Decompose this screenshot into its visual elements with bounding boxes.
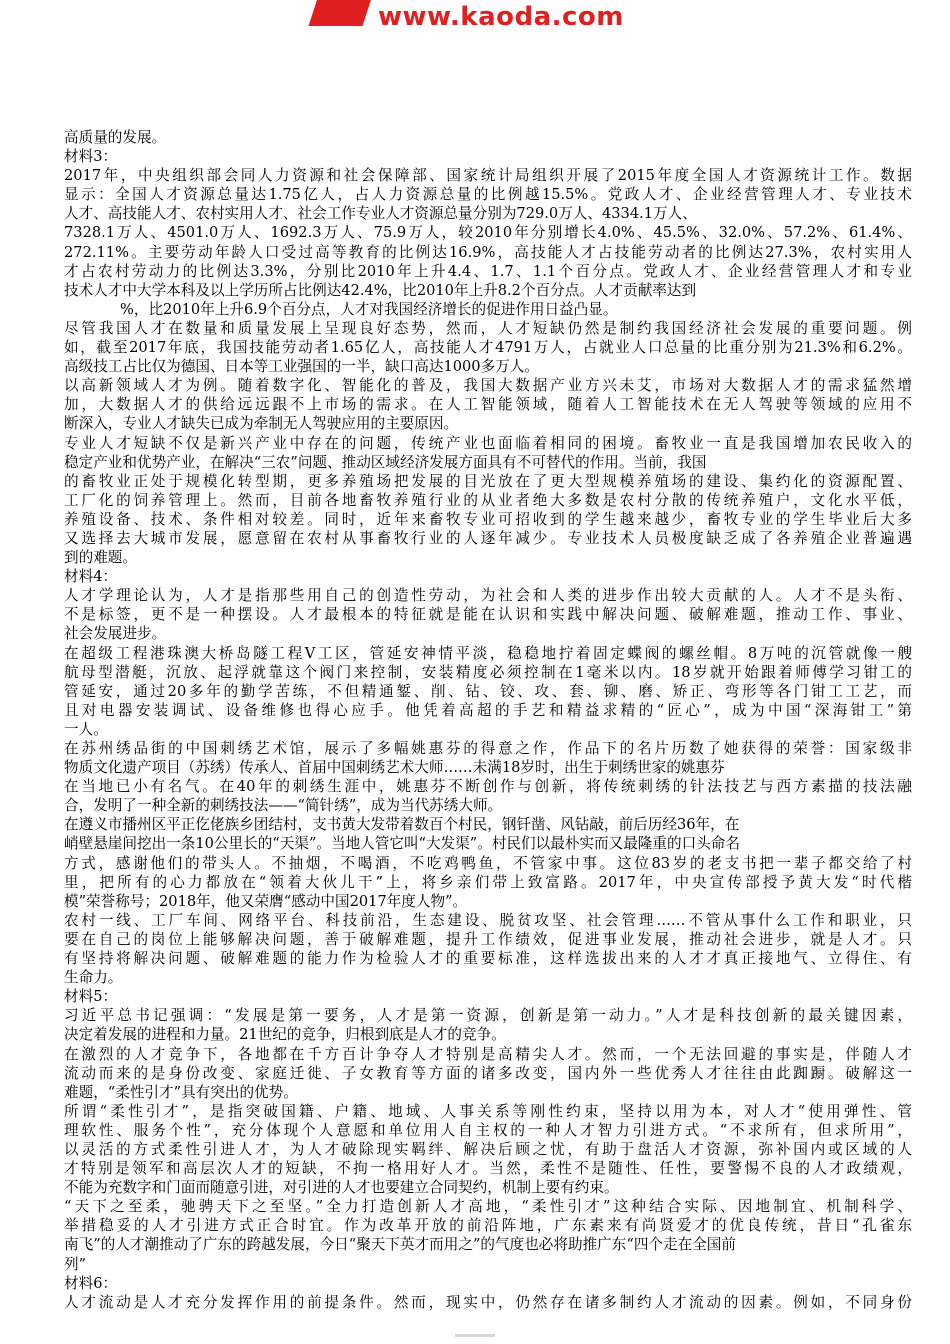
text-line: 不能为充数字和门面而随意引进，对引进的人才也要建立合同契约，机制上要有约束。 bbox=[64, 1179, 619, 1197]
text-line: 习近平总书记强调：“发展是第一要务，人才是第一资源，创新是第一动力。”人才是科技创新的最关键因素， bbox=[64, 1007, 912, 1025]
text-line: 才占农村劳动力的比例达3.3%，分别比2010年上升4.4、1.7、1.1个百分点。党政人才、企业经营管理人才和专业 bbox=[64, 262, 912, 280]
text-line: “天下之至柔，驰骋天下之至坚。”全力打造创新人才高地，“柔性引才”这种结合实际、因地制宜、机制科学、 bbox=[64, 1198, 912, 1216]
document-body bbox=[64, 128, 912, 1312]
text-line: 里，把所有的心力都放在“领着大伙儿干”上，将乡亲们带上致富路。2017年，中央宣传部授予黄大发“时代楷 bbox=[64, 873, 912, 891]
text-line: 2017年，中央组织部会同人力资源和社会保障部、国家统计局组织开展了2015年度全国人才资源统计工作。数据 bbox=[64, 167, 912, 185]
text-line: 才特别是领军和高层次人才的短缺，不拘一格用好人才。当然，柔性不是随性、任性，要警惕不良的人才政绩观， bbox=[64, 1160, 912, 1178]
page-header bbox=[0, 0, 950, 40]
text-line: 人才流动是人才充分发挥作用的前提条件。然而，现实中，仍然存在诸多制约人才流动的因素。例如，不同身份 bbox=[64, 1293, 912, 1311]
text-line: 高级技工占比仅为德国、日本等工业强国的一半，缺口高达1000多万人。 bbox=[64, 358, 539, 376]
text-line: 在苏州绣品街的中国刺绣艺术馆，展示了多幅姚惠芬的得意之作，作品下的名片历数了她获得的荣誉：国家级非 bbox=[64, 740, 912, 757]
text-line: 管延安，通过20多年的勤学苦练，不但精通錾、削、钻、铰、攻、套、铆、磨、矫正、弯形等各门钳工工艺，而 bbox=[64, 682, 912, 700]
text-line: 技术人才中大学本科及以上学历所占比例达42.4%，比2010年上升8.2个百分点。人才贡献率达到 bbox=[64, 281, 697, 299]
text-line: 272.11%。主要劳动年龄人口受过高等教育的比例达16.9%，高技能人才占技能劳动者的比例达27.3%，农村实用人 bbox=[64, 243, 912, 261]
kaoda-logo-icon bbox=[309, 0, 376, 26]
text-line: 难题，“柔性引才”具有突出的优势。 bbox=[64, 1083, 298, 1101]
text-line: 不是标签，更不是一种摆设。人才最根本的特征就是能在认识和实践中解决问题、破解难题，推动工作、事业、 bbox=[64, 606, 912, 624]
text-line: 一人。 bbox=[64, 720, 108, 738]
text-line: 材料3： bbox=[64, 148, 118, 166]
text-line: 模”荣誉称号；2018年，他又荣膺“感动中国2017年度人物”。 bbox=[64, 892, 468, 910]
text-line: 举措稳妥的人才引进方式正合时宜。作为改革开放的前沿阵地，广东素来有尚贤爱才的优良传统，昔日“孔雀东 bbox=[64, 1217, 912, 1235]
text-line: 以灵活的方式柔性引进人才，为人才破除现实羁绊、解决后顾之忧，有助于盘活人才资源，弥补国内或区域的人 bbox=[64, 1140, 912, 1158]
text-line: 在当地已小有名气。在40年的刺绣生涯中，姚惠芬不断创作与创新，将传统刺绣的针法技艺与西方素描的技法融 bbox=[64, 778, 912, 796]
text-line: 以高新领域人才为例。随着数字化、智能化的普及，我国大数据产业方兴未艾，市场对大数据人才的需求猛然增 bbox=[64, 377, 912, 395]
text-line: 所谓“柔性引才”，是指突破国籍、户籍、地域、人事关系等刚性约束，坚持以用为本，对人才“使用弹性、管 bbox=[64, 1102, 912, 1120]
text-line: 加，大数据人才的供给远远跟不上市场的需求。在人工智能领域，随着人工智能技术在无人驾驶等领域的应用不 bbox=[64, 396, 912, 414]
text-line: 专业人才短缺不仅是新兴产业中存在的问题，传统产业也面临着相同的困境。畜牧业一直是我国增加农民收入的 bbox=[64, 434, 912, 452]
text-line: 社会发展进步。 bbox=[64, 625, 167, 643]
text-line: 有坚持将解决问题、破解难题的能力作为检验人才的重要标准，这样选拔出来的人才才真正接地气、立得住、有 bbox=[64, 950, 912, 968]
text-line: 农村一线、工厂车间、网络平台、科技前沿，生态建设、脱贫攻坚、社会管理……不管从事什么工作和职业，只 bbox=[64, 911, 912, 929]
text-line: 航母型潜艇，沉放、起浮就靠这个阀门来控制，安装精度必须控制在1毫米以内。18岁就开始跟着师傅学习钳工的 bbox=[64, 663, 912, 681]
text-line: 材料4： bbox=[64, 568, 118, 586]
text-line: 且对电器安装调试、设备维修也得心应手。他凭着高超的手艺和精益求精的“匠心”，成为中国“深海钳工”第 bbox=[64, 701, 912, 719]
text-line: 合，发明了一种全新的刺绣技法——“简针绣”，成为当代苏绣大师。 bbox=[64, 797, 503, 815]
text-line: 在超级工程港珠澳大桥岛隧工程V工区，管延安神情平淡，稳稳地拧着固定蝶阀的螺丝帽。8万吨的沉管就像一艘 bbox=[64, 644, 912, 662]
text-line: 在遵义市播州区平正仡佬族乡团结村，支书黄大发带着数百个村民，钢钎凿、风钻敲，前后历经36年，在 bbox=[64, 816, 740, 834]
text-line: 人才学理论认为，人才是指那些用自己的创造性劳动，为社会和人类的进步作出较大贡献的人。人才不是头衔、 bbox=[64, 587, 912, 605]
text-line: 生命力。 bbox=[64, 969, 123, 987]
text-line: 在激烈的人才竞争下，各地都在千方百计争夺人才特别是高精尖人才。然而，一个无法回避的事实是，伴随人才 bbox=[64, 1045, 912, 1063]
text-line: 物质文化遗产项目（苏绣）传承人、首届中国刺绣艺术大师……未满18岁时，出生于刺绣世家的姚惠芬 bbox=[64, 759, 725, 777]
text-line: 材料5： bbox=[64, 988, 118, 1006]
text-line: 尽管我国人才在数量和质量发展上呈现良好态势，然而，人才短缺仍然是制约我国经济社会发展的重要问题。例 bbox=[64, 319, 912, 337]
text-line: 南飞”的人才潮推动了广东的跨越发展，今日“聚天下英才而用之”的气度也必将助推广东“四个走在全国前 bbox=[64, 1236, 736, 1254]
text-line: 断深入，专业人才缺失已成为牵制无人驾驶应用的主要原因。 bbox=[64, 415, 459, 433]
text-line: 工厂化的饲养管理上。然而，目前各地畜牧养殖行业的从业者绝大多数是农村分散的传统养殖户，文化水平低， bbox=[64, 491, 912, 509]
text-line: 到的难题。 bbox=[64, 549, 137, 567]
text-line: %，比2010年上升6.9个百分点，人才对我国经济增长的促进作用日益凸显。 bbox=[120, 300, 618, 318]
text-line: 理软性、服务个性”，充分体现个人意愿和单位用人自主权的一种人才智力引进方式。“不求所有，但求所用”， bbox=[64, 1121, 912, 1139]
text-line: 显示：全国人才资源总量达1.75亿人，占人力资源总量的比例越15.5%。党政人才、企业经营管理人才、专业技术 bbox=[64, 186, 912, 204]
text-line: 决定着发展的进程和力量。21世纪的竞争，归根到底是人才的竞争。 bbox=[64, 1026, 506, 1044]
text-line: 高质量的发展。 bbox=[64, 129, 167, 146]
page-footer-divider bbox=[455, 1334, 495, 1337]
site-url[interactable]: www.kaoda.com bbox=[378, 2, 624, 32]
text-line: 方式，感谢他们的带头人。不抽烟，不喝酒，不吃鸡鸭鱼，不管家中事。这位83岁的老支书把一辈子都交给了村 bbox=[64, 854, 912, 872]
text-line: 峭壁悬崖间挖出一条10公里长的“天渠”。当地人管它叫“大发渠”。村民们以最朴实而又最隆重的口头命名 bbox=[64, 835, 740, 853]
text-line: 如，截至2017年底，我国技能劳动者1.65亿人，高技能人才4791万人，占就业人口总量的比重分别为21.3%和6.2%。 bbox=[64, 339, 912, 357]
text-line: 材料6： bbox=[64, 1274, 118, 1292]
text-line: 人才、高技能人才、农村实用人才、社会工作专业人才资源总量分别为729.0万人、4334.1万人、 bbox=[64, 205, 697, 223]
text-line: 要在自己的岗位上能够解决问题，善于破解难题，提升工作绩效，促进事业发展，推动社会进步，就是人才。只 bbox=[64, 930, 912, 948]
text-line: 7328.1万人、4501.0万人、1692.3万人、75.9万人，较2010年分别增长4.0%、45.5%、32.0%、57.2%、61.4%、 bbox=[64, 224, 912, 242]
text-line: 养殖设备、技术、条件相对较差。同时，近年来畜牧专业可招收到的学生越来越少，畜牧专业的学生毕业后大多 bbox=[64, 510, 912, 528]
text-line: 列” bbox=[64, 1255, 87, 1273]
text-line: 的畜牧业正处于规模化转型期，更多养殖场把发展的目光放在了更大型规模养殖场的建设、集约化的资源配置、 bbox=[64, 472, 912, 490]
text-line: 稳定产业和优势产业，在解决“三农”问题、推动区域经济发展方面具有不可替代的作用。当前，我国 bbox=[64, 453, 707, 471]
text-line: 流动而来的是身份改变、家庭迁徙、子女教育等方面的诸多改变，国内外一些优秀人才往往由此踟蹰。破解这一 bbox=[64, 1064, 912, 1082]
text-line: 又选择去大城市发展，愿意留在农村从事畜牧行业的人逐年减少。专业技术人员极度缺乏成了各养殖企业普遍遇 bbox=[64, 529, 912, 547]
